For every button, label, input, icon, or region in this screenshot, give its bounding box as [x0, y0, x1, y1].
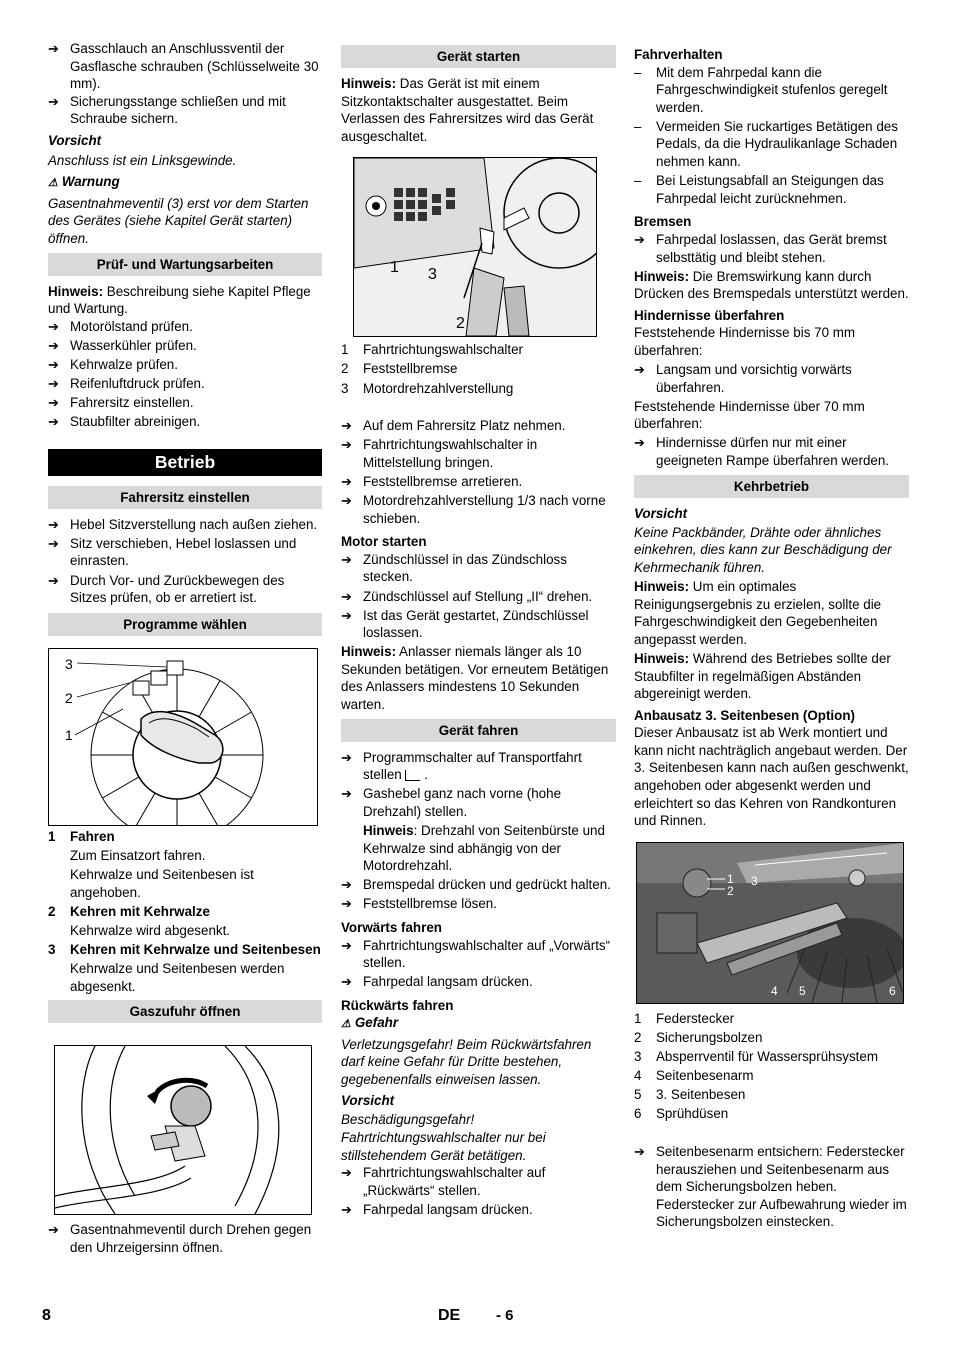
cockpit-illustration	[354, 158, 596, 336]
caution-text: Beschädigungsgefahr! Fahrtrichtungswahlschalter nur bei stillstehendem Gerät betätigen.	[341, 1112, 546, 1163]
reverse-heading: Rückwärts fahren	[341, 997, 454, 1013]
broom-text: Dieser Anbausatz ist ab Werk montiert und kann nicht nachträglich angebaut werden. Der 3. Seitenbesen kann nach außen geschwenkt, angehoben oder abgesenkt werden und erleichtert so das Kehren von Randkonturen und Rinnen.	[634, 725, 909, 829]
caution-label: Vorsicht	[48, 132, 102, 148]
step: ➔ Fahrpedal loslassen, das Gerät bremst selbsttätig und bleibt stehen.	[634, 231, 909, 266]
warning-triangle-icon: ⚠	[48, 177, 58, 190]
motor-note: Hinweis: Anlasser niemals länger als 10 Sekunden betätigen. Vor erneutem Betätigen des Anlassers mindestens 10 Sekunden warten.	[341, 644, 609, 713]
section-drive: Gerät fahren	[341, 719, 616, 742]
step: ➔ Kehrwalze prüfen.	[48, 356, 322, 374]
step: ➔ Ist das Gerät gestartet, Zündschlüssel loslassen.	[341, 607, 616, 642]
photo-label-2: 2	[727, 883, 734, 898]
step: ➔ Durch Vor- und Zurückbewegen des Sitzes prüfen, ob er arretiert ist.	[48, 572, 322, 607]
gas-valve-illustration	[55, 1046, 311, 1214]
behavior-item: – Vermeiden Sie ruckartiges Betätigen des Pedals, da die Hydraulikanlage Schaden nehmen kann.	[634, 118, 909, 171]
dial-label-3: 3	[65, 655, 73, 672]
danger-heading: ⚠ Gefahr	[341, 1014, 616, 1034]
step: ➔ Sitz verschieben, Hebel loslassen und einrasten.	[48, 535, 322, 570]
step: ➔ Fahrtrichtungswahlschalter in Mittelstellung bringen.	[341, 436, 616, 471]
step: ➔ Fahrpedal langsam drücken.	[341, 973, 616, 991]
section-sweep: Kehrbetrieb	[634, 475, 909, 498]
step: ➔ Gashebel ganz nach vorne (hohe Drehzahl) stellen.	[341, 785, 616, 820]
legend-item: 5 3. Seitenbesen	[634, 1087, 746, 1103]
step: ➔ Fahrersitz einstellen.	[48, 394, 322, 412]
step: ➔ Wasserkühler prüfen.	[48, 337, 322, 355]
step: ➔ Reifenluftdruck prüfen.	[48, 375, 322, 393]
photo-label-1: 1	[727, 871, 734, 886]
program-item-2: 2 Kehren mit Kehrwalze Kehrwalze wird abgesenkt.	[48, 903, 231, 938]
legend-item: 1 Fahrtrichtungswahlschalter	[341, 342, 524, 358]
program-item-3: 3 Kehren mit Kehrwalze und Seitenbesen Kehrwalze und Seitenbesen werden abgesenkt.	[48, 941, 321, 994]
step: ➔ Motorölstand prüfen.	[48, 318, 322, 336]
step: ➔ Gasentnahmeventil durch Drehen gegen den Uhrzeigersinn öffnen.	[48, 1221, 322, 1256]
photo-label-6: 6	[889, 983, 896, 998]
section-start: Gerät starten	[341, 45, 616, 68]
chapter-title: Betrieb	[48, 449, 322, 476]
motor-heading: Motor starten	[341, 534, 427, 550]
behavior-item: – Bei Leistungsabfall an Steigungen das Fahrpedal leicht zurücknehmen.	[634, 172, 909, 207]
dial-label-1: 1	[65, 726, 73, 743]
step-continuation: Federstecker zur Aufbewahrung wieder im Sicherungsbolzen einstecken.	[656, 1196, 907, 1230]
column-middle	[341, 40, 616, 1219]
step: ➔ Langsam und vorsichtig vorwärts überfahren.	[634, 361, 909, 396]
legend-item: 2 Feststellbremse	[341, 361, 458, 377]
step: ➔ Seitenbesenarm entsichern: Federstecker herausziehen und Seitenbesenarm aus dem Sicherungsbolzen heben.	[634, 1143, 909, 1196]
step: ➔ Motordrehzahlverstellung 1/3 nach vorne schieben.	[341, 492, 616, 527]
caution-text: Anschluss ist ein Linksgewinde.	[48, 152, 237, 168]
forward-heading: Vorwärts fahren	[341, 920, 442, 935]
start-note: Hinweis: Das Gerät ist mit einem Sitzkontaktschalter ausgestattet. Beim Verlassen des Fahrersitzes wird das Gerät ausgeschaltet.	[341, 76, 594, 144]
sweep-note-2: Hinweis: Während des Betriebes sollte der Staubfilter in regelmäßigen Abständen abgereinigt werden.	[634, 650, 891, 702]
obstacle-low: Feststehende Hindernisse bis 70 mm überfahren:	[634, 325, 856, 358]
side-broom-figure	[636, 842, 904, 1004]
page-number: 8	[42, 1307, 51, 1324]
side-broom-photo	[637, 843, 903, 1003]
legend-item: 6 Sprühdüsen	[634, 1106, 729, 1122]
step: ➔ Zündschlüssel in das Zündschloss stecken.	[341, 551, 616, 586]
cockpit-label-1: 1	[390, 259, 399, 277]
caution-text: Keine Packbänder, Drähte oder ähnliches einkehren, dies kann zur Beschädigung der Kehrmechanik führen.	[634, 524, 892, 575]
language-code: DE	[438, 1307, 461, 1324]
legend-item: 3 Motordrehzahlverstellung	[341, 380, 514, 396]
photo-label-3: 3	[751, 873, 758, 888]
step: ➔ Programmschalter auf Transportfahrt stellen .	[341, 749, 616, 784]
caution-label: Vorsicht	[634, 505, 688, 521]
cockpit-figure	[353, 157, 597, 337]
step: ➔ Feststellbremse arretieren.	[341, 473, 616, 491]
brake-note: Hinweis: Die Bremswirkung kann durch Drücken des Bremspedals unterstützt werden.	[634, 268, 909, 302]
section-page: - 6	[496, 1307, 514, 1324]
step: ➔ Hebel Sitzverstellung nach außen ziehen.	[48, 516, 322, 534]
broom-heading: Anbausatz 3. Seitenbesen (Option)	[634, 707, 855, 723]
section-seat: Fahrersitz einstellen	[48, 486, 322, 509]
step: ➔ Feststellbremse lösen.	[341, 895, 616, 913]
warning-text: Gasentnahmeventil (3) erst vor dem Starten des Gerätes (siehe Kapitel Gerät starten) öffnen.	[48, 195, 309, 246]
step: ➔ Fahrtrichtungswahlschalter auf „Vorwärts“ stellen.	[341, 937, 616, 972]
legend-item: 1 Federstecker	[634, 1010, 735, 1026]
warning-triangle-icon: ⚠	[341, 1018, 351, 1031]
warning-heading	[48, 173, 322, 193]
step: ➔ Hindernisse dürfen nur mit einer geeigneten Rampe überfahren werden.	[634, 434, 909, 469]
behavior-item: – Mit dem Fahrpedal kann die Fahrgeschwindigkeit stufenlos geregelt werden.	[634, 64, 909, 117]
drive-note: Hinweis: Drehzahl von Seitenbürste und Kehrwalze sind abhängig von der Motordrehzahl.	[363, 823, 605, 874]
section-gas-open: Gaszufuhr öffnen	[48, 1000, 322, 1023]
photo-label-5: 5	[799, 983, 806, 998]
legend-item: 2 Sicherungsbolzen	[634, 1029, 763, 1045]
column-left	[48, 40, 322, 1256]
column-right	[634, 40, 909, 1231]
step: ➔ Auf dem Fahrersitz Platz nehmen.	[341, 417, 616, 435]
inspection-note: Hinweis: Beschreibung siehe Kapitel Pflege und Wartung.	[48, 283, 311, 317]
cockpit-label-3: 3	[428, 266, 437, 284]
step: ➔ Sicherungsstange schließen und mit Schraube sichern.	[48, 93, 322, 128]
step: ➔ Bremspedal drücken und gedrückt halten.	[341, 876, 616, 894]
obstacle-heading: Hindernisse überfahren	[634, 307, 785, 323]
transport-mode-icon	[405, 770, 420, 781]
section-programs: Programme wählen	[48, 613, 322, 636]
program-item-1: 1 Fahren Zum Einsatzort fahren. Kehrwalze und Seitenbesen ist angehoben.	[48, 828, 254, 900]
step: ➔ Staubfilter abreinigen.	[48, 413, 322, 431]
photo-label-4: 4	[771, 983, 778, 998]
section-inspection: Prüf- und Wartungsarbeiten	[48, 253, 322, 276]
gas-valve-figure	[54, 1045, 312, 1215]
sweep-note-1: Hinweis: Um ein optimales Reinigungsergebnis zu erzielen, sollte die Fahrgeschwindigkeit den Gegebenheiten angepasst werden.	[634, 579, 882, 647]
step: ➔ Fahrtrichtungswahlschalter auf „Rückwärts“ stellen.	[341, 1164, 616, 1199]
warning-label: Warnung	[61, 174, 120, 190]
cockpit-label-2: 2	[456, 315, 465, 333]
dial-label-2: 2	[65, 689, 73, 706]
brake-heading: Bremsen	[634, 214, 692, 230]
obstacle-high: Feststehende Hindernisse über 70 mm überfahren:	[634, 398, 865, 432]
danger-text: Verletzungsgefahr! Beim Rückwärtsfahren darf keine Gefahr für Dritte bestehen, gegebenenfalls einweisen lassen.	[341, 1036, 592, 1087]
behavior-heading: Fahrverhalten	[634, 47, 723, 62]
legend-item: 3 Absperrventil für Wassersprühsystem	[634, 1049, 879, 1065]
program-dial-figure	[48, 648, 318, 826]
step: ➔ Fahrpedal langsam drücken.	[341, 1201, 616, 1219]
caution-label: Vorsicht	[341, 1093, 395, 1109]
program-dial-illustration	[49, 649, 317, 825]
step: ➔ Zündschlüssel auf Stellung „II“ drehen.	[341, 588, 616, 606]
step: ➔ Gasschlauch an Anschlussventil der Gasflasche schrauben (Schlüsselweite 30 mm).	[48, 40, 322, 93]
legend-item: 4 Seitenbesenarm	[634, 1068, 754, 1084]
